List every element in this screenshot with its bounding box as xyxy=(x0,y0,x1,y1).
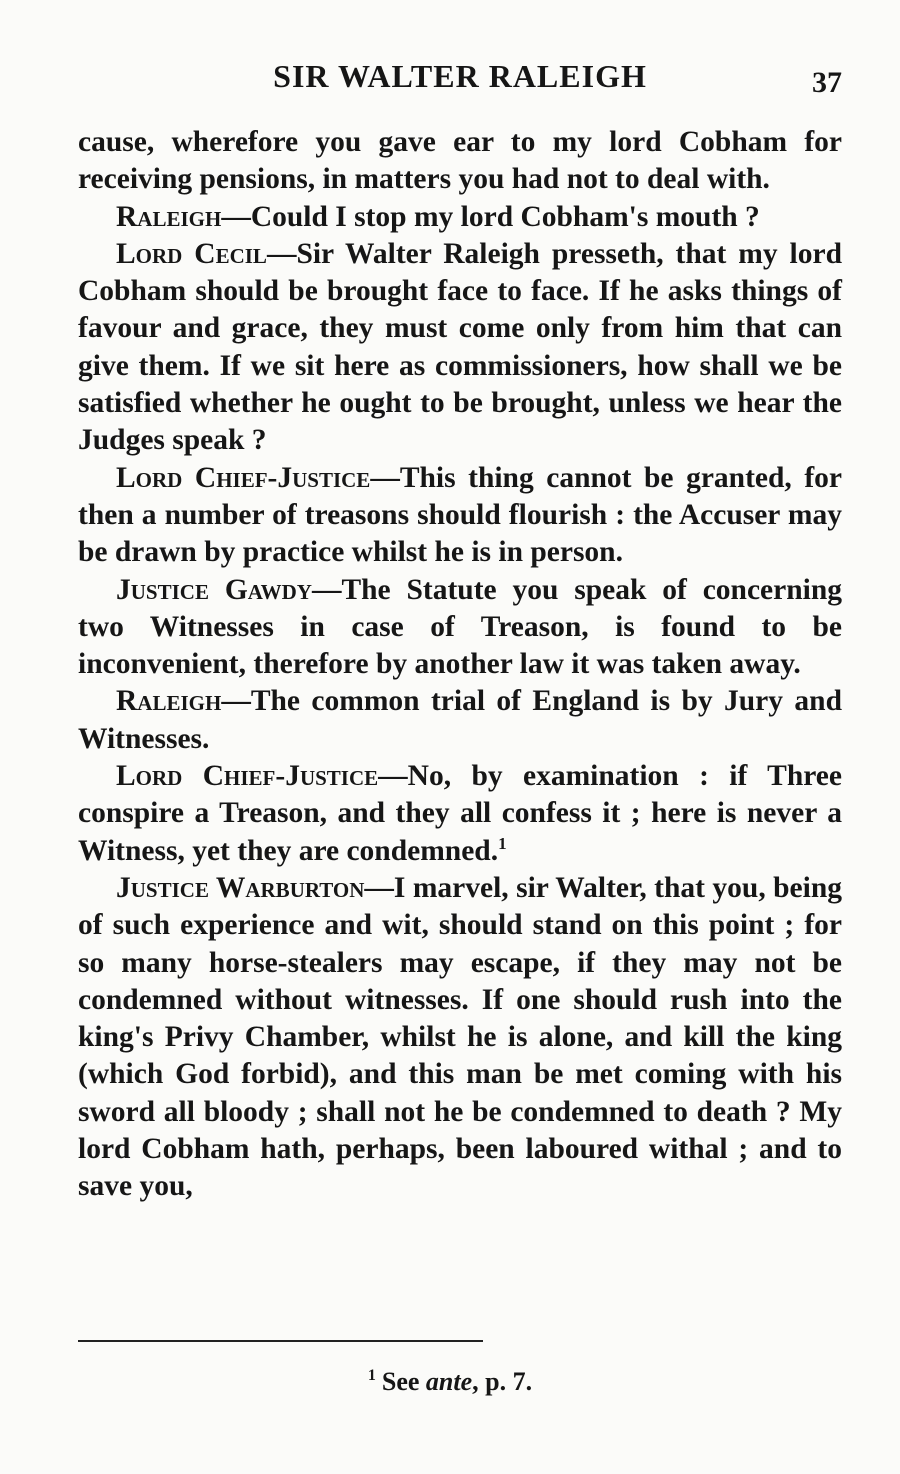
paragraph-text: cause, wherefore you gave ear to my lord Cobham for receiving pensions, in matters you had not to deal with. xyxy=(78,126,842,196)
footnote-divider xyxy=(78,1340,483,1342)
footnote-prefix: See xyxy=(381,1367,426,1396)
speaker-name: Raleigh xyxy=(116,200,222,233)
paragraph-justice-gawdy xyxy=(78,572,842,684)
paragraph-text: —Sir Walter Raleigh presseth, that my lord Cobham should be brought face to face. If he asks things of favour and grace, they must come only from him that can give them. If we sit here as commissioners, how shall we be satisfied whether he ought to be brought, unless we hear the Judges speak ? xyxy=(78,237,842,457)
paragraph-text: —I marvel, sir Walter, that you, being of such experience and wit, should stand on this point ; for so many horse-stealers may escape, if they may not be condemned without witnesses. If one should rush into the king's Privy Chamber, whilst he is alone, and kill the king (which God forbid), and this man be met coming with his sword all bloody ; shall not he be condemned to death ? My lord Cobham hath, perhaps, been laboured withal ; and to save you, xyxy=(78,871,842,1203)
page-number: 37 xyxy=(812,66,842,99)
speaker-name: Justice Warburton xyxy=(116,871,365,904)
speaker-name: Lord Chief-Justice xyxy=(116,760,379,793)
paragraph-text: —The Statute you speak of concerning two Witnesses in case of Treason, is found to be inconvenient, therefore by another law it was taken away. xyxy=(78,573,842,681)
paragraph-justice-warburton xyxy=(78,870,842,1206)
speaker-name: Lord Cecil xyxy=(116,237,267,270)
paragraph-continuation xyxy=(78,124,842,199)
paragraph-lord-cecil xyxy=(78,236,842,460)
paragraph-text: —Could I stop my lord Cobham's mouth ? xyxy=(221,200,760,233)
footnote-italic: ante xyxy=(425,1367,473,1396)
speaker-name: Lord Chief-Justice xyxy=(116,461,371,494)
speaker-name: Justice Gawdy xyxy=(116,573,312,606)
footnote-reference[interactable]: 1 xyxy=(498,833,507,853)
speaker-name: Raleigh xyxy=(116,685,222,718)
paragraph-text: —This thing cannot be granted, for then a number of treasons should flourish : the Accuser may be drawn by practice whilst he is in person. xyxy=(78,461,842,569)
paragraph-text: —The common trial of England is by Jury and Witnesses. xyxy=(78,685,842,755)
body-text xyxy=(78,124,842,1206)
footnote-suffix: , p. 7. xyxy=(472,1367,533,1396)
page-header xyxy=(78,58,842,106)
paragraph-raleigh xyxy=(78,683,842,758)
paragraph-raleigh xyxy=(78,199,842,236)
footnote-mark: 1 xyxy=(367,1367,376,1385)
paragraph-lord-chief-justice xyxy=(78,758,842,870)
running-head: SIR WALTER RALEIGH xyxy=(273,58,647,94)
paragraph-text: —No, by examination : if Three conspire a Treason, and they all confess it ; here is never a Witness, yet they are condemned. xyxy=(78,760,842,867)
paragraph-lord-chief-justice xyxy=(78,460,842,572)
footnote xyxy=(0,1367,900,1397)
